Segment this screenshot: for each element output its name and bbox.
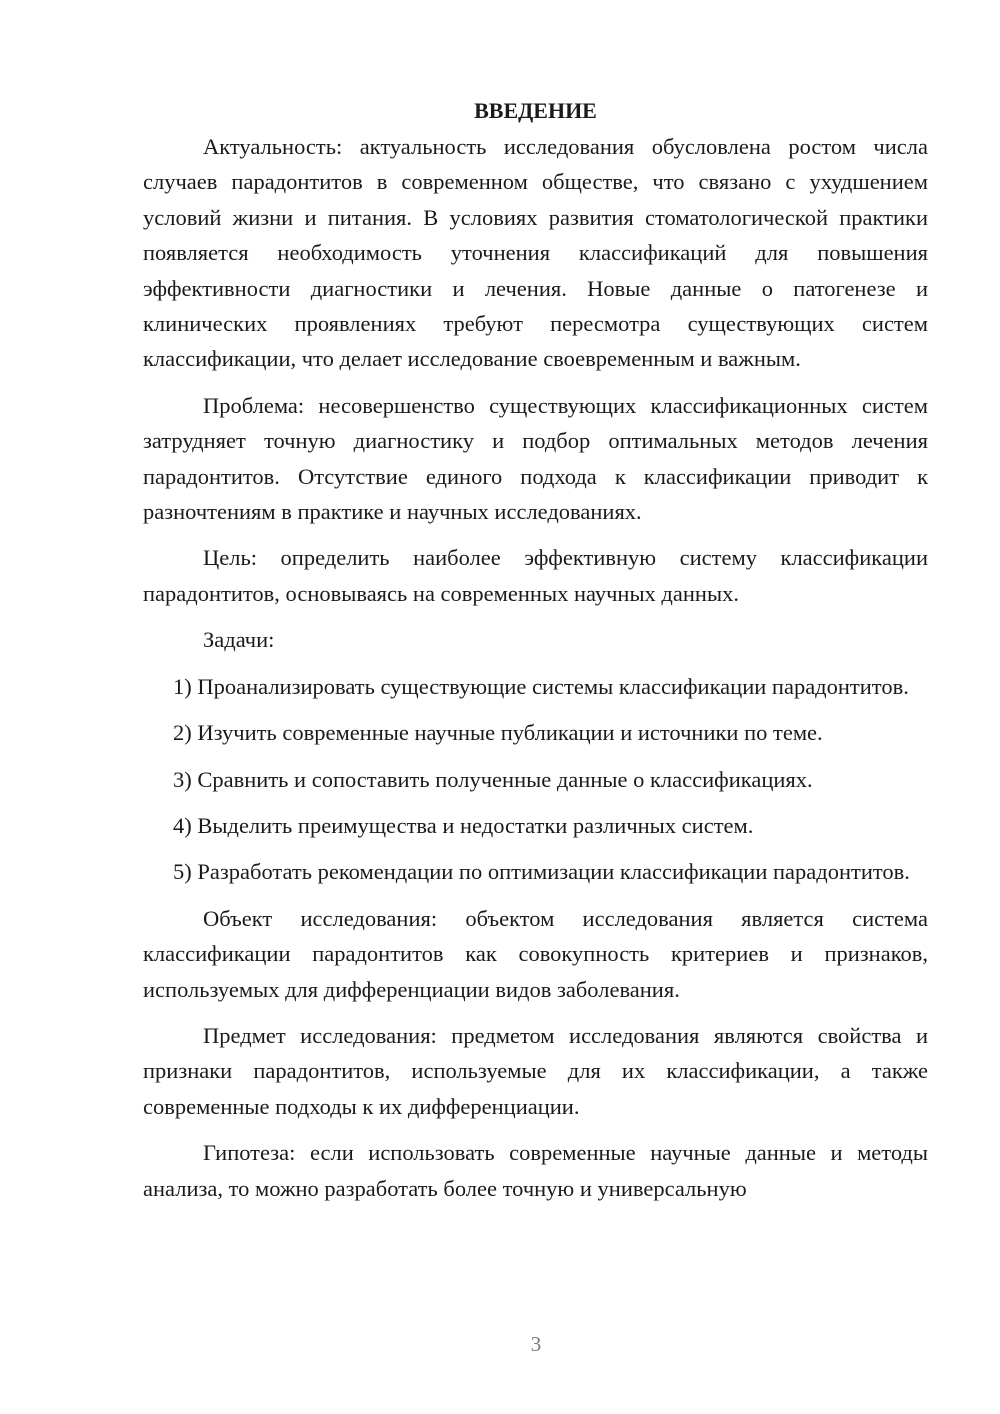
section-title: ВВЕДЕНИЕ xyxy=(474,98,597,123)
paragraph-relevance: Актуальность: актуальность исследования обусловлена ростом числа случаев парадонтитов в современном обществе, что связано с ухудшением условий жизни и питания. В условиях развития стоматологической практики появляется необходимость уточнения классификаций для повышения эффективности диагностики и лечения. Новые данные о патогенезе и клинических проявлениях требуют пересмотра существующих систем классификации, что делает исследование своевременным и важным. xyxy=(143,134,928,372)
paragraph-subject: Предмет исследования: предметом исследования являются свойства и признаки парадонтитов, используемые для их классификации, а также современные подходы к их дифференциации. xyxy=(143,1022,928,1119)
task-item-5: 5) Разработать рекомендации по оптимизации классификации парадонтитов. xyxy=(173,859,910,885)
task-item-1: 1) Проанализировать существующие системы классификации парадонтитов. xyxy=(173,673,909,699)
task-item-3: 3) Сравнить и сопоставить полученные данные о классификациях. xyxy=(173,766,813,792)
paragraph-object: Объект исследования: объектом исследования является система классификации парадонтитов как совокупность критериев и признаков, используемых для дифференциации видов заболевания. xyxy=(143,905,928,1002)
task-item-4: 4) Выделить преимущества и недостатки различных систем. xyxy=(173,812,754,838)
tasks-heading: Задачи: xyxy=(203,627,275,653)
page-number: 3 xyxy=(530,1332,542,1356)
paragraph-problem: Проблема: несовершенство существующих классификационных систем затрудняет точную диагностику и подбор оптимальных методов лечения парадонтитов. Отсутствие единого подхода к классификации приводит к разночтениям в практике и научных исследованиях. xyxy=(143,392,928,525)
paragraph-goal: Цель: определить наиболее эффективную систему классификации парадонтитов, основываясь на современных научных данных. xyxy=(143,545,928,606)
paragraph-hypothesis: Гипотеза: если использовать современные научные данные и методы анализа, то можно разработать более точную и универсальную xyxy=(143,1140,928,1201)
task-item-2: 2) Изучить современные научные публикации и источники по теме. xyxy=(173,720,823,746)
page-body xyxy=(143,93,928,1217)
